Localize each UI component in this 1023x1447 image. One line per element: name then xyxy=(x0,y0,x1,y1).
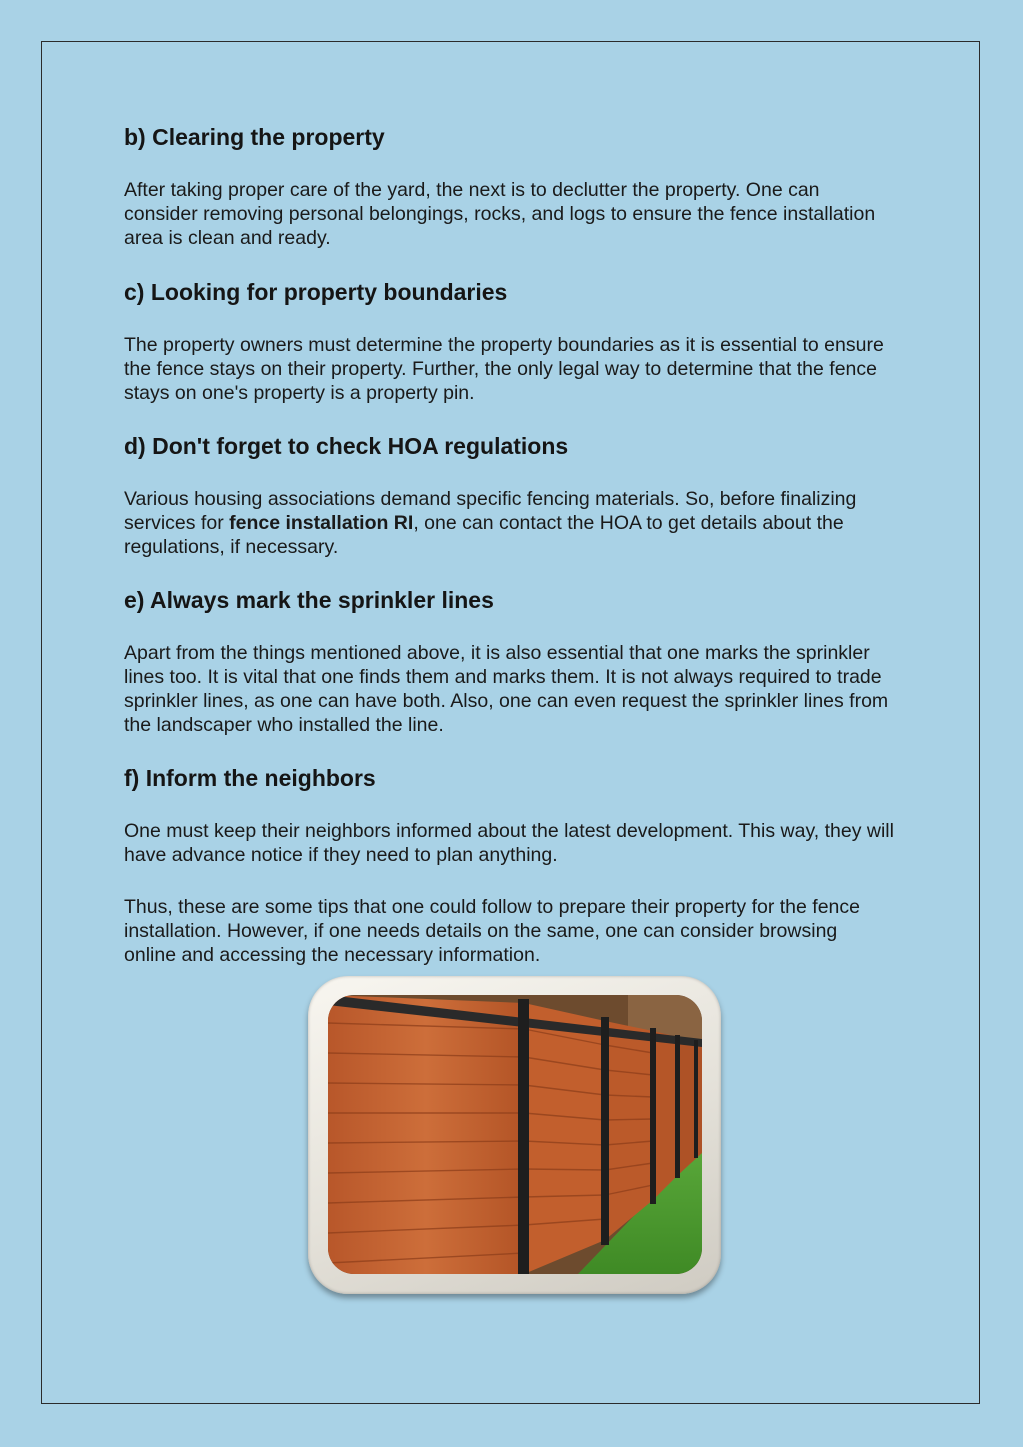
fence-post-2 xyxy=(601,1017,609,1245)
fence-post-4 xyxy=(675,1035,680,1178)
fence-panel-5 xyxy=(678,1037,702,1175)
heading-inform-neighbors: f) Inform the neighbors xyxy=(124,765,376,791)
paragraph-sprinkler-lines: Apart from the things mentioned above, it is also essential that one marks the sprinkler lines too. It is vital that one finds them and marks them. It is not always required to trade sprinkler lines, as one can have both. Also, one can even request the sprinkler lines from the landscaper who installed the line. xyxy=(124,642,889,736)
fence-post-1 xyxy=(518,999,529,1274)
fence-photo-frame xyxy=(308,976,721,1294)
paragraph-clearing-property: After taking proper care of the yard, the next is to declutter the property. One can consider removing personal belongings, rocks, and logs to ensure the fence installation area is clean and ready. xyxy=(124,179,876,249)
paragraph-property-boundaries: The property owners must determine the property boundaries as it is essential to ensure the fence stays on their property. Further, the only legal way to determine that the fence stays on one's property is a property pin. xyxy=(124,334,884,404)
heading-sprinkler-lines: e) Always mark the sprinkler lines xyxy=(124,587,494,613)
fence-panel-2 xyxy=(524,1003,605,1274)
fence-panel-4 xyxy=(653,1031,678,1200)
hoa-text-after: , one can contact the HOA to get details about the regulations, if necessary. xyxy=(124,512,844,558)
heading-hoa-regulations: d) Don't forget to check HOA regulations xyxy=(124,433,569,459)
paragraph-hoa-regulations xyxy=(124,487,894,559)
heading-property-boundaries: c) Looking for property boundaries xyxy=(124,279,508,305)
fence-post-5 xyxy=(694,1040,698,1158)
fence-post-3 xyxy=(650,1028,656,1204)
fence-illustration xyxy=(328,995,702,1274)
paragraph-inform-neighbors: One must keep their neighbors informed about the latest development. This way, they will have advance notice if they need to plan anything. xyxy=(124,820,894,866)
paragraph-conclusion: Thus, these are some tips that one could follow to prepare their property for the fence installation. However, if one needs details on the same, one can consider browsing online and accessing the necessary information. xyxy=(124,896,860,966)
fence-photo xyxy=(328,995,702,1274)
hoa-text-before: Various housing associations demand specific fencing materials. So, before finalizing services for xyxy=(124,488,857,534)
heading-clearing-property: b) Clearing the property xyxy=(124,124,385,150)
fence-installation-ri-emphasis: fence installation RI xyxy=(229,512,414,534)
